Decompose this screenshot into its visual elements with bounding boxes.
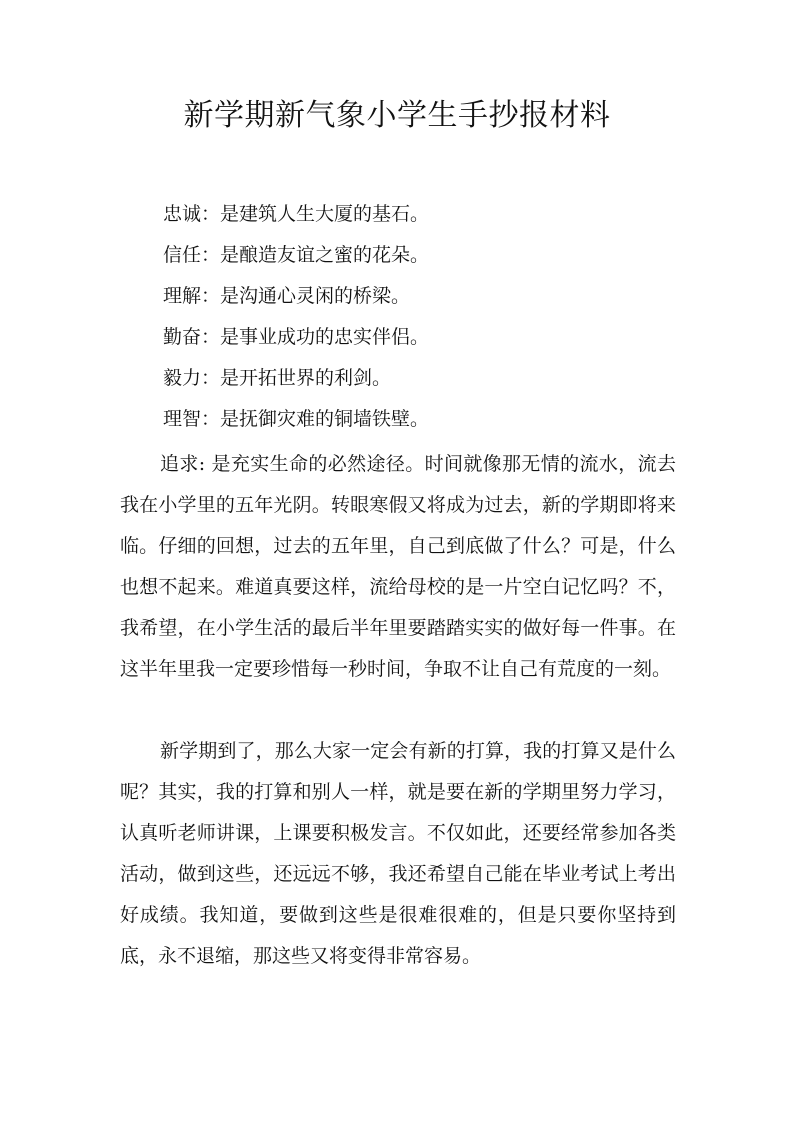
list-item: 信任：是酿造友谊之蜜的花朵。 [163,244,430,266]
virtue-list [163,194,683,440]
document-title: 新学期新气象小学生手抄报材料 [183,98,611,133]
list-item: 勤奋：是事业成功的忠实伴侣。 [163,326,430,348]
list-item: 毅力：是开拓世界的利剑。 [163,367,392,389]
list-item: 忠诚：是建筑人生大厦的基石。 [163,203,430,225]
paragraph-pursuit: 追求: 是充实生命的必然途径。时间就像那无情的流水，流去我在小学里的五年光阴。转眼寒假又将成为过去，新的学期即将来临。仔细的回想，过去的五年里，自己到底做了什么？可是，什么也想不起来。难道真要这样，流给母校的是一片空白记忆吗？不，我希望，在小学生活的最后半年里要踏踏实实的做好每一件事。在这半年里我一定要珍惜每一秒时间，争取不让自己有荒度的一刻。 [120,453,676,680]
list-item: 理智：是抚御灾难的铜墙铁壁。 [163,408,430,430]
list-item: 理解：是沟通心灵闲的桥梁。 [163,285,411,307]
paragraph-new-semester: 新学期到了，那么大家一定会有新的打算，我的打算又是什么呢？其实，我的打算和别人一样，就是要在新的学期里努力学习，认真听老师讲课，上课要积极发言。不仅如此，还要经常参加各类活动，做到这些，还远远不够，我还希望自己能在毕业考试上考出好成绩。我知道，要做到这些是很难很难的，但是只要你坚持到底，永不退缩，那这些又将变得非常容易。 [120,740,676,967]
